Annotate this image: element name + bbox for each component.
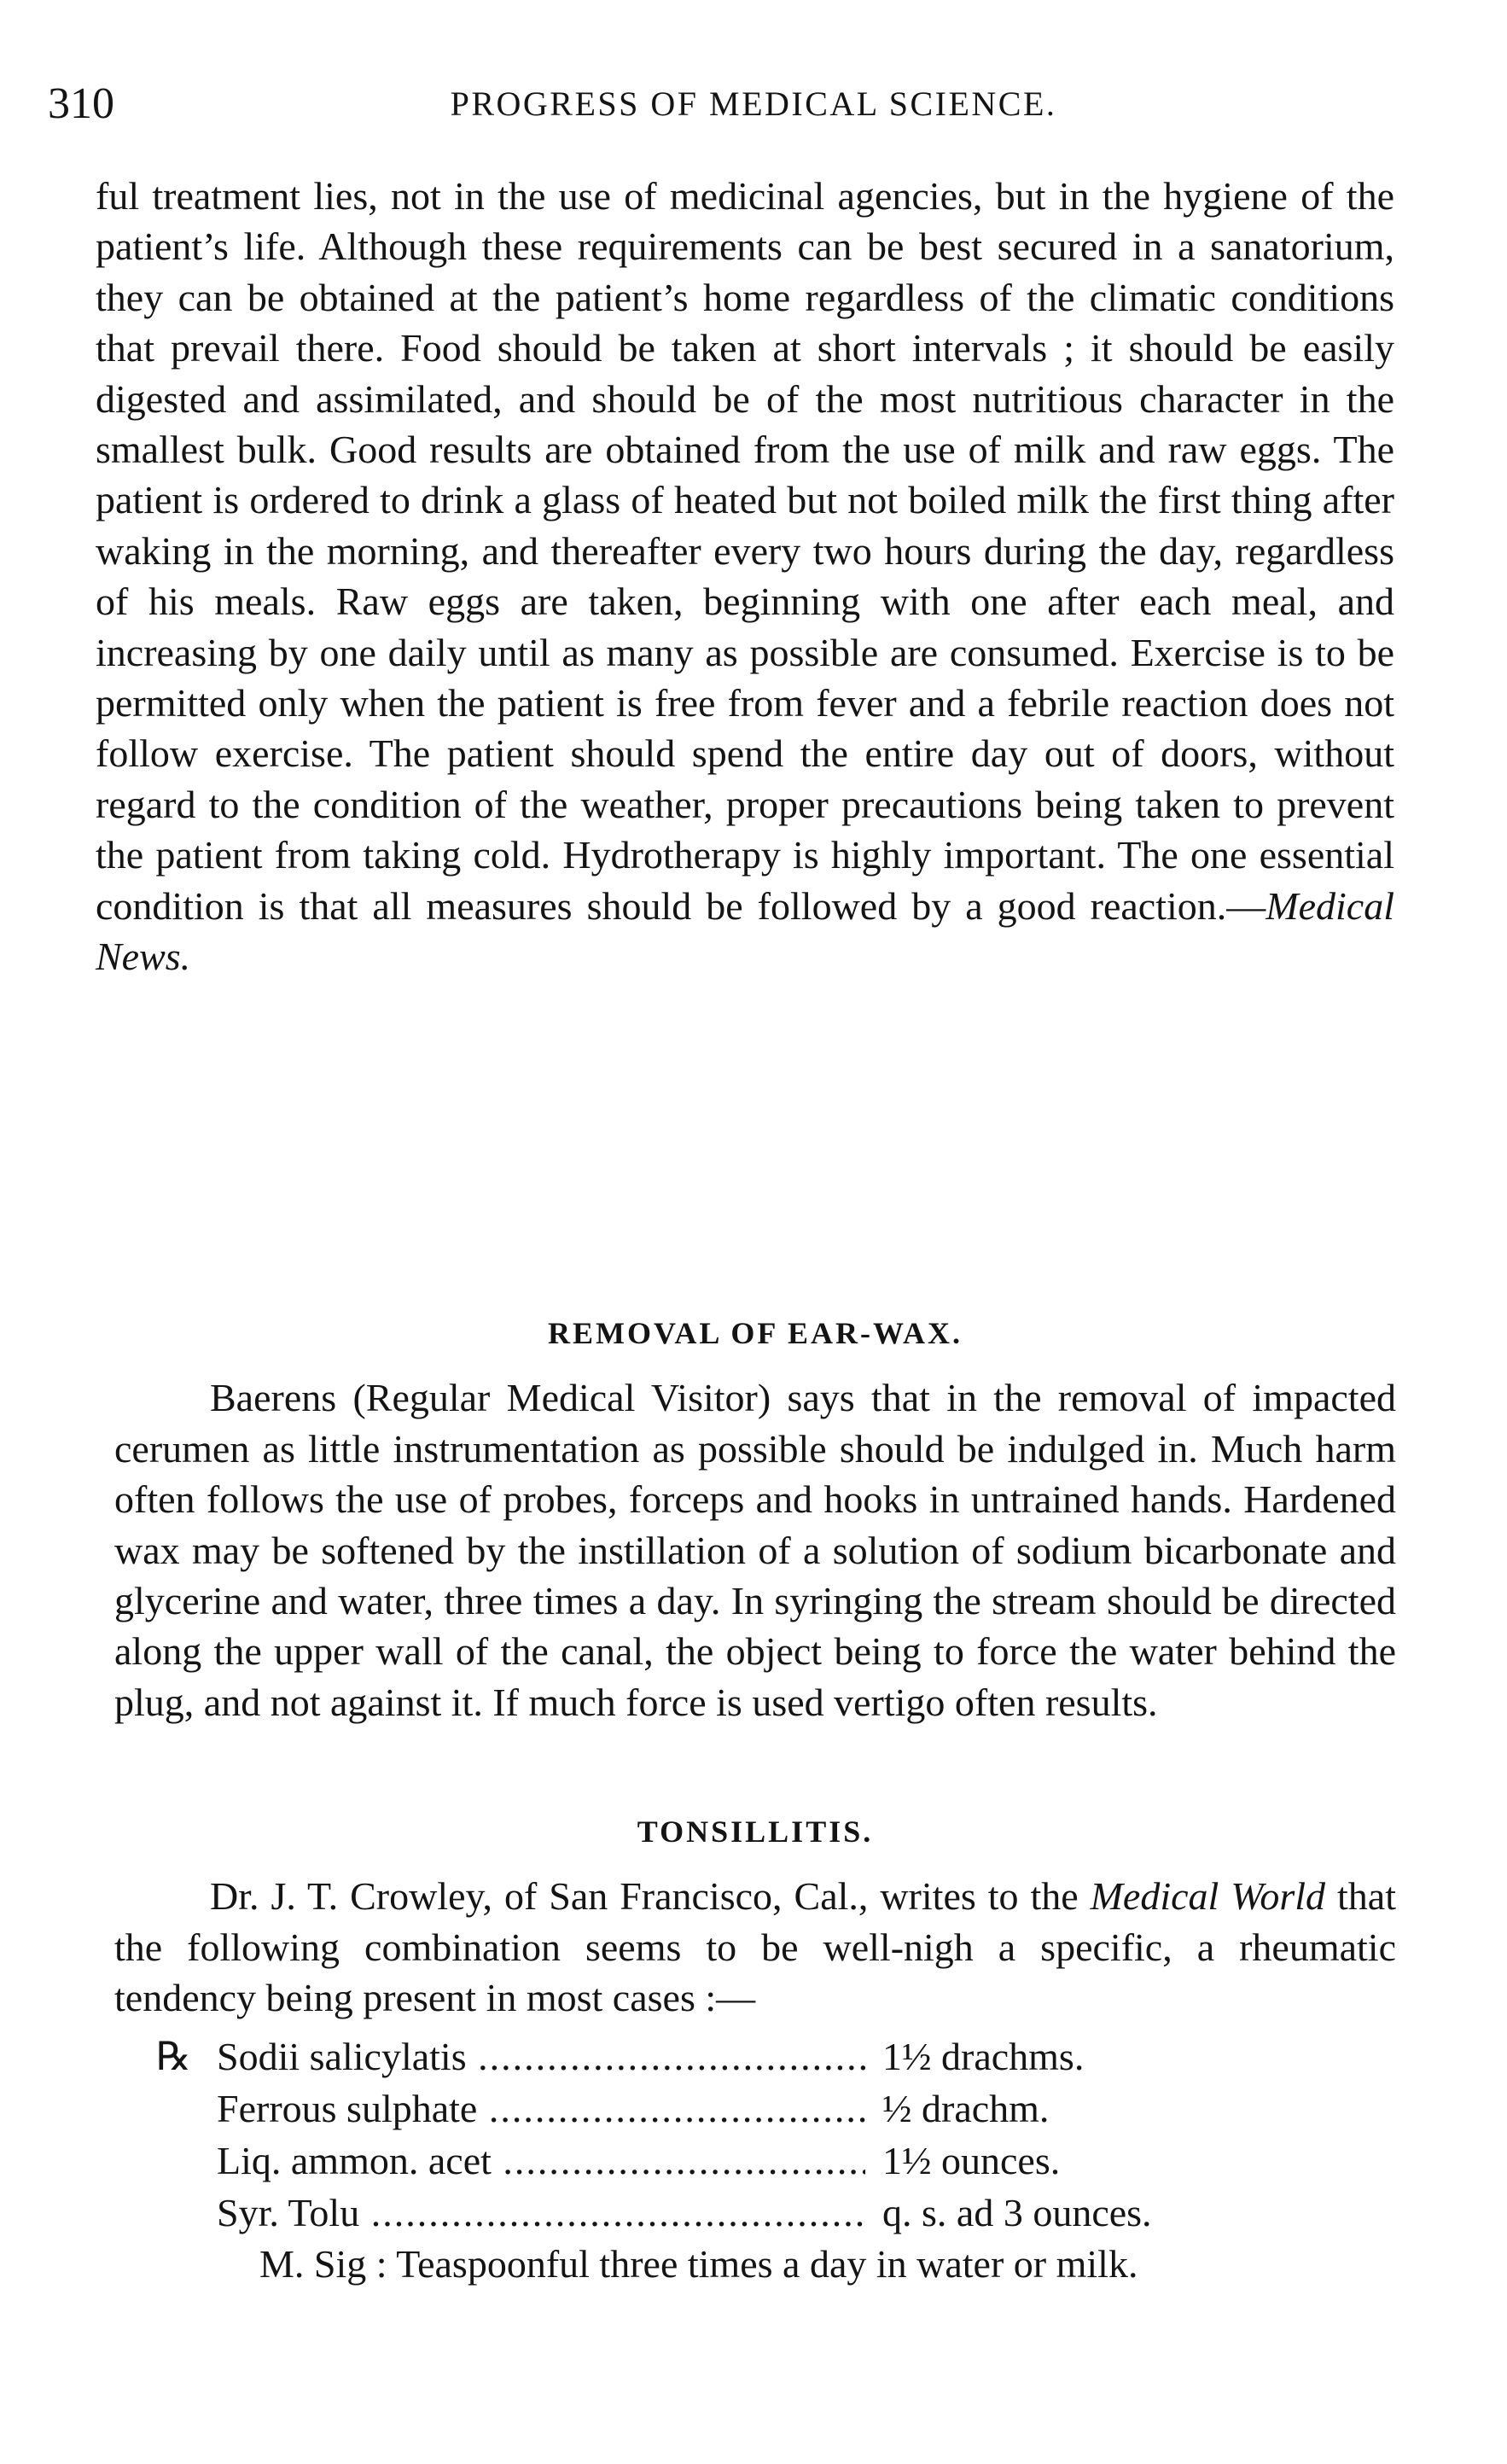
continued-article <box>96 171 1394 982</box>
dose: 1½ ounces. <box>882 2138 1061 2182</box>
page-header <box>0 79 1507 138</box>
section-heading: TONSILLITIS. <box>637 1815 874 1849</box>
dose: q. s. ad 3 ounces. <box>882 2190 1152 2234</box>
article-tonsillitis <box>114 1807 1396 2289</box>
section-heading: REMOVAL OF EAR-WAX. <box>547 1316 963 1350</box>
dose: 1½ drachms. <box>882 2034 1085 2078</box>
article-paragraph <box>114 1871 1396 2023</box>
journal-title: Medical World <box>1090 1874 1326 1919</box>
recipe-symbol: ℞ <box>155 2034 191 2078</box>
article-paragraph <box>96 171 1394 982</box>
intro-text-end: that the following combination seems to be well-nigh a specific, a rheumatic tendency being present in most cases :— <box>114 1874 1396 2020</box>
prescription-line <box>114 2135 1396 2187</box>
prescription <box>114 2030 1396 2239</box>
ingredient: Liq. ammon. acet ..... <box>217 2135 865 2187</box>
prescription-line <box>114 2187 1396 2239</box>
article-paragraph: Baerens (Regular Medical Visitor) says that in the removal of impacted cerumen as little instrumentation as possible should be indulged in. Much harm often follows the use of probes, forceps and hooks in untrained hands. Hardened wax may be softened by the instillation of a solution of sodium bicarbonate and glycerine and water, three times a day. In syringing the stream should be directed along the upper wall of the canal, the object being to force the water behind the plug, and not against it. If much force is used vertigo often results. <box>114 1376 1396 1724</box>
intro-text: Dr. J. T. Crowley, of San Francisco, Cal., writes to the <box>210 1874 1079 1919</box>
em-dash: — <box>1226 883 1266 928</box>
ingredient: Ferrous sulphate ..... <box>217 2082 865 2135</box>
ingredient: Syr. Tolu ..... <box>217 2187 865 2239</box>
dose: ½ drachm. <box>882 2086 1050 2130</box>
page-number: 310 <box>48 79 114 128</box>
prescription-line <box>114 2030 1396 2082</box>
ingredient: Sodii salicylatis ..... <box>217 2030 865 2082</box>
signa-instructions: M. Sig : Teaspoonful three times a day in water or milk. <box>259 2241 1138 2286</box>
source-citation: Medical News. <box>96 883 1394 979</box>
paragraph-text: ful treatment lies, not in the use of medicinal agencies, but in the hygiene of the patient’s life. Although these requirements can be best secured in a sanatorium, they can be obtained at the patient’s home regardless of the climatic conditions that prevail there. Food should be taken at short intervals ; it should be easily digested and assimilated, and should be of the most nutritious character in the smallest bulk. Good results are obtained from the use of milk and raw eggs. The patient is ordered to drink a glass of heated but not boiled milk the first thing after waking in the morning, and thereafter every two hours during the day, regardless of his meals. Raw eggs are taken, beginning with one after each meal, and increasing by one daily until as many as possible are consumed. Exercise is to be permitted only when the patient is free from fever and a febrile reaction does not follow exercise. The patient should spend the entire day out of doors, without regard to the condition of the weather, proper precautions being taken to prevent the patient from taking cold. Hydrotherapy is highly important. The one essential condition is that all measures should be followed by a good reaction. <box>96 174 1394 928</box>
running-head: PROGRESS OF MEDICAL SCIENCE. <box>450 84 1057 123</box>
prescription-line <box>114 2082 1396 2135</box>
article-ear-wax <box>114 1308 1396 1727</box>
